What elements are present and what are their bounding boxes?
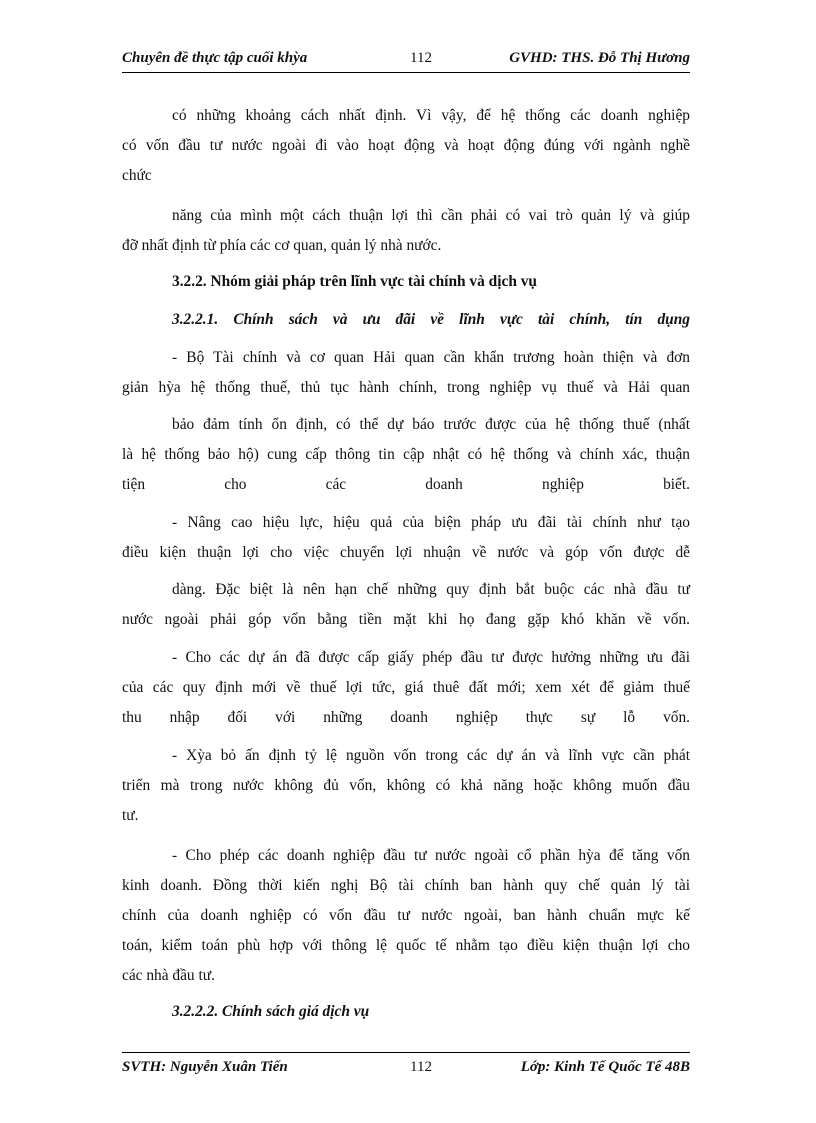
body-line: chính của doanh nghiệp có vốn đầu tư nước ngoài, ban hành chuẩn mực kế: [122, 907, 690, 924]
body-line: nước ngoài phải góp vốn bằng tiền mặt khi họ đang gặp khó khăn về vốn.: [122, 611, 690, 628]
footer-student: SVTH: Nguyễn Xuân Tiến: [122, 1059, 288, 1075]
body-line: - Cho các dự án đã được cấp giấy phép đầu tư được hưởng những ưu đãi: [172, 649, 690, 666]
body-line: - Xỳa bỏ ấn định tỷ lệ nguồn vốn trong các dự án và lĩnh vực cần phát: [172, 747, 690, 764]
header-page-number: 112: [410, 50, 432, 66]
header-rule: [122, 72, 690, 73]
body-line: giản hỳa hệ thống thuế, thủ tục hành chính, trong nghiệp vụ thuế và Hải quan: [122, 379, 690, 396]
body-line: có vốn đầu tư nước ngoài đi vào hoạt động và hoạt động đúng với ngành nghề: [122, 137, 690, 154]
footer-page-number: 112: [410, 1059, 432, 1075]
body-line: tiện cho các doanh nghiệp biết.: [122, 476, 690, 493]
body-line: - Nâng cao hiệu lực, hiệu quả của biện pháp ưu đãi tài chính như tạo: [172, 514, 690, 531]
body-line: - Bộ Tài chính và cơ quan Hải quan cần khẩn trương hoàn thiện và đơn: [172, 349, 690, 366]
body-line: triển mà trong nước không đủ vốn, không có khả năng hoặc không muốn đầu: [122, 777, 690, 794]
body-line: điều kiện thuận lợi cho việc chuyển lợi nhuận về nước và góp vốn được dễ: [122, 544, 690, 561]
section-heading: 3.2.2. Nhóm giải pháp trên lĩnh vực tài chính và dịch vụ: [172, 273, 537, 290]
body-line: năng của mình một cách thuận lợi thì cần phải có vai trò quản lý và giúp: [172, 207, 690, 224]
body-line: - Cho phép các doanh nghiệp đầu tư nước ngoài cổ phần hỳa để tăng vốn: [172, 847, 690, 864]
body-line: có những khoảng cách nhất định. Vì vậy, để hệ thống các doanh nghiệp: [172, 107, 690, 124]
body-line: tư.: [122, 807, 139, 824]
body-line: dàng. Đặc biệt là nên hạn chế những quy định bắt buộc các nhà đầu tư: [172, 581, 690, 598]
subsection-heading: 3.2.2.2. Chính sách giá dịch vụ: [172, 1003, 370, 1020]
body-line: kinh doanh. Đồng thời kiến nghị Bộ tài chính ban hành quy chế quản lý tài: [122, 877, 690, 894]
header-supervisor: GVHD: THS. Đỗ Thị Hương: [509, 50, 690, 66]
body-line: các nhà đầu tư.: [122, 967, 215, 984]
header-course-title: Chuyên đề thực tập cuối khỳa: [122, 50, 308, 66]
subsection-heading: 3.2.2.1. Chính sách và ưu đãi về lĩnh vực tài chính, tín dụng: [172, 311, 690, 328]
footer-rule: [122, 1052, 690, 1053]
body-line: bảo đảm tính ổn định, có thể dự báo trước được của hệ thống thuế (nhất: [172, 416, 690, 433]
body-line: thu nhập đối với những doanh nghiệp thực sự lỗ vốn.: [122, 709, 690, 726]
body-line: là hệ thống bảo hộ) cung cấp thông tin cập nhật có hệ thống và chính xác, thuận: [122, 446, 690, 463]
body-line: đỡ nhất định từ phía các cơ quan, quản lý nhà nước.: [122, 237, 442, 254]
body-line: chức: [122, 167, 152, 184]
body-line: của các quy định mới về thuế lợi tức, giá thuê đất mới; xem xét để giảm thuế: [122, 679, 690, 696]
footer-class: Lớp: Kinh Tế Quốc Tế 48B: [520, 1059, 690, 1075]
body-line: toán, kiểm toán phù hợp với thông lệ quốc tế nhằm tạo điều kiện thuận lợi cho: [122, 937, 690, 954]
